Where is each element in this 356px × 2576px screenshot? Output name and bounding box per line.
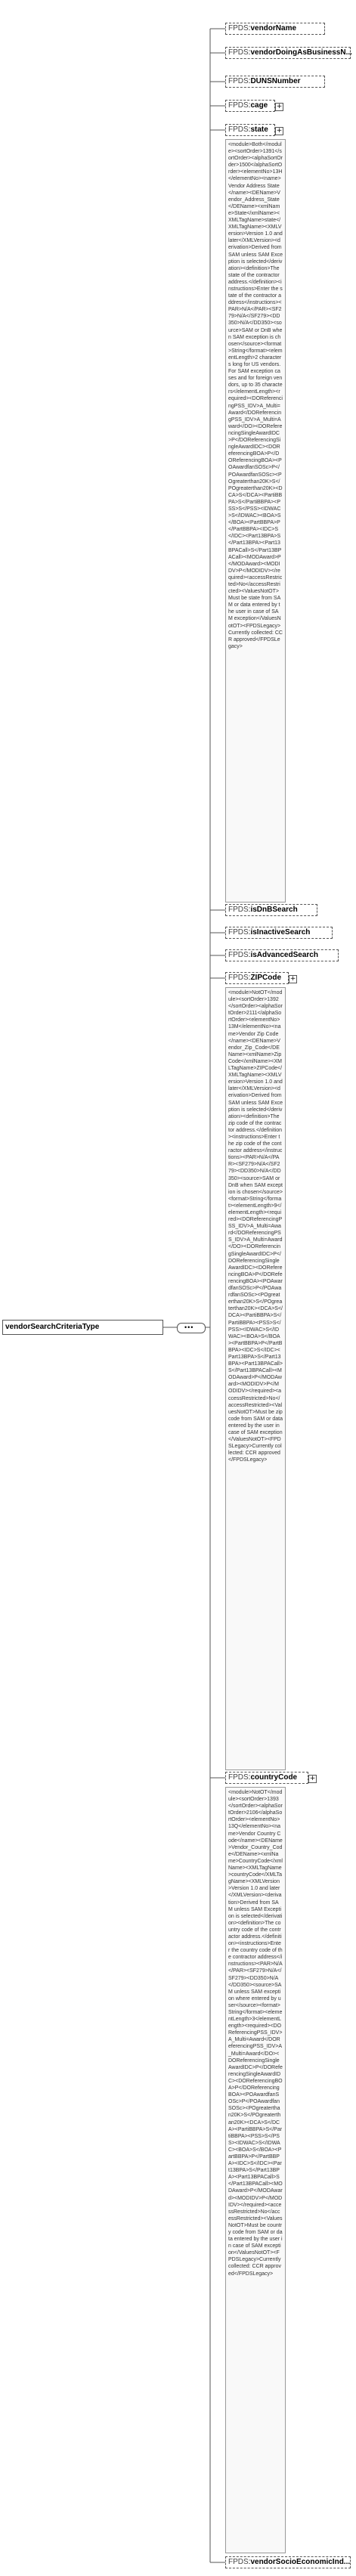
element-isAdvancedSearch[interactable]: FPDS:isAdvancedSearch xyxy=(225,949,339,961)
element-isInactiveSearch[interactable]: FPDS:isInactiveSearch xyxy=(225,927,333,939)
sequence-dots-icon: ••• xyxy=(184,1324,194,1331)
namespace-prefix: FPDS xyxy=(228,906,249,914)
documentation-state: <module>Both</module><sortOrder>1391</sortOrder><alphaSortOrder>1500</alphaSortOrder><elementNo>13H</elementNo><name>Vendor Address State</name><DEName>Vendor_Address_State</DEName><xmlName>State</xmlName><XMLTagName>state</XMLTagName><XMLVersion>Version 1.0 and later</XMLVersion><derivation>Derived from SAM unless SAM Exception is selected</derivation><definition>The state of the contractor address.</definition><instructions>Enter the state of the contractor address</instructions><PAR>N/A</PAR><SF279>N/A</SF279><DD350>N/A</DD350><source>SAM or DnB when SAM exception is chosen</source><format>String</format><elementLength>2 characters long for US vendors. For SAM exception cases and for foreign vendors, up to 35 characters</elementLength><required><DOReferencingPSS_IDV>A_Multi=Award</DOReferencingPSS_IDV>A_Multi=Award</DO><DOReferencingSingleAwardIDC>P</DOReferencingSingleAwardIDC><DOReferencingBOA>P</DOReferencingBOA><POAwardfanSOSc>P</POAwardfanSOSc><POgreaterthan20K>S</POgreaterthan20K><DCA>S</DCA><PartiBBPA>S</PartiBBPA><PSS>S</PSS><IDWAC>S</IDWAC><BOA>S</BOA><PartBBPA>P</PartBBPA><IDC>S</IDC><Part13BPA>S</Part13BPA><Part13BPACall>S</Part13BPACall><MODAward>P</MODAward><MODIDV>P</MODIDV></required><accessRestricted>No</accessRestricted><ValuesNotOT>Must be state from SAM or data entered by the user in case of SAM exception</ValuesNotOT><FPDSLegacy>Currently collected: CCR approved</FPDSLegacy> xyxy=(225,139,286,903)
element-label: countryCode xyxy=(250,1773,298,1782)
element-isDnBSearch[interactable]: FPDS:isDnBSearch xyxy=(225,904,317,916)
element-label: isDnBSearch xyxy=(250,906,298,914)
root-element-label: vendorSearchCriteriaType xyxy=(5,1323,100,1331)
element-countryCode[interactable]: FPDS:countryCode + xyxy=(225,1772,308,1784)
element-label: state xyxy=(250,125,268,134)
namespace-prefix: FPDS xyxy=(228,125,249,134)
namespace-prefix: FPDS xyxy=(228,101,249,110)
namespace-prefix: FPDS xyxy=(228,951,249,959)
element-label: cage xyxy=(250,101,268,110)
element-cage[interactable]: FPDS:cage + xyxy=(225,100,275,112)
documentation-ZIPCode: <module>NotOT</module><sortOrder>1392</sortOrder><alphaSortOrder>2111</alphaSortOrder><elementNo>13M</elementNo><name>Vendor Zip Code</name><DEName>Vendor_Zip_Code</DEName><xmlName>ZipCode</xmlName><XMLTagName>ZIPCode</XMLTagName><XMLVersion>Version 1.0 and later</XMLVersion><derivation>Derived from SAM unless SAM Exception is selected</derivation><definition>The zip code of the contractor address.</definition><instructions>Enter the zip code of the contractor address</instructions><PAR>N/A</PAR><SF279>N/A</SF279><DD350>N/A</DD350><source>SAM or DnB when SAM exception is chosen</source><format>String</format><elementLength>9</elementLength><required><DOReferencingPSS_IDV>A_Multi=Award</DOReferencingPSS_IDV>A_Multi=Award</DO><DOReferencingSingleAwardIDC>P</DOReferencingSingleAwardIDC><DOReferencingBOA>P</DOReferencingBOA><POAwardfanSOSc>P</POAwardfanSOSc><POgreaterthan20K>S</POgreaterthan20K><DCA>S</DCA><PartiBBPA>S</PartiBBPA><PSS>S</PSS><IDWAC>S</IDWAC><BOA>S</BOA><PartBBPA>P</PartBBPA><IDC>S</IDC><Part13BPA>S</Part13BPA><Part13BPACall>S</Part13BPACall><MODAward>P</MODAward><MODIDV>P</MODIDV></required><accessRestricted>No</accessRestricted><ValuesNotOT>Must be zip code from SAM or data entered by the user in case of SAM exception</ValuesNotOT><FPDSLegacy>Currently collected: CCR approved</FPDSLegacy> xyxy=(225,987,286,1770)
element-ZIPCode[interactable]: FPDS:ZIPCode + xyxy=(225,972,289,984)
namespace-prefix: FPDS xyxy=(228,974,249,982)
element-label: vendorName xyxy=(250,24,297,33)
element-state[interactable]: FPDS:state + xyxy=(225,124,275,136)
expand-plus-icon[interactable]: + xyxy=(309,1775,316,1782)
namespace-prefix: FPDS xyxy=(228,48,249,57)
element-label: isAdvancedSearch xyxy=(250,951,318,959)
namespace-prefix: FPDS xyxy=(228,1773,249,1782)
element-DUNSNumber[interactable]: FPDS:DUNSNumber xyxy=(225,76,325,88)
element-label: vendorSocioEconomicInd... xyxy=(250,2558,351,2566)
element-label: ZIPCode xyxy=(250,974,282,982)
namespace-prefix: FPDS xyxy=(228,928,249,937)
element-label: vendorDoingAsBusinessN... xyxy=(250,48,352,57)
expand-plus-icon[interactable]: + xyxy=(276,127,283,135)
namespace-prefix: FPDS xyxy=(228,2558,249,2566)
expand-plus-icon[interactable]: + xyxy=(276,103,283,110)
expand-plus-icon[interactable]: + xyxy=(289,975,296,983)
namespace-prefix: FPDS xyxy=(228,24,249,33)
element-label: DUNSNumber xyxy=(250,77,301,85)
sequence-compositor xyxy=(177,1323,206,1333)
element-vendorDoingAsBusinessName[interactable]: FPDS:vendorDoingAsBusinessN... xyxy=(225,47,351,59)
namespace-prefix: FPDS xyxy=(228,77,249,85)
element-label: isInactiveSearch xyxy=(250,928,311,937)
element-vendorSocioEconomicIndicators[interactable]: FPDS:vendorSocioEconomicInd... xyxy=(225,2556,351,2568)
element-vendorName[interactable]: FPDS:vendorName xyxy=(225,23,325,35)
documentation-countryCode: <module>NotOT</module><sortOrder>1393</sortOrder><alphaSortOrder>2106</alphaSortOrder><elementNo>13Q</elementNo><name>Vendor Country Code</name><DEName>Vendor_Country_Code</DEName><xmlName>CountryCode</xmlName><XMLTagName>countryCode</XMLTagName><XMLVersion>Version 1.0 and later</XMLVersion><derivation>Derived from SAM unless SAM Exception is selected</derivation><definition>The country code of the contractor address.</definition><instructions>Enter the country code of the contractor address</instructions><PAR>N/A</PAR><SF279>N/A</SF279><DD350>N/A</DD350><source>SAM unless SAM exception where entered by user</source><format>String</format><elementLength>3</elementLength><required><DOReferencingPSS_IDV>A_Multi=Award</DOReferencingPSS_IDV>A_Multi=Award</DO><DOReferencingSingleAwardIDC>P</DOReferencingSingleAwardIDC><DOReferencingBOA>P</DOReferencingBOA><POAwardfanSOSc>P</POAwardfanSOSc><POgreaterthan20K>S</POgreaterthan20K><DCA>S</DCA><PartiBBPA>S</PartiBBPA><PSS>S</PSS><IDWAC>S</IDWAC><BOA>S</BOA><PartBBPA>P</PartBBPA><IDC>S</IDC><Part13BPA>S</Part13BPA><Part13BPACall>S</Part13BPACall><MODAward>P</MODAward><MODIDV>P</MODIDV></required><accessRestricted>No</accessRestricted><ValuesNotOT>Must be country code from SAM or data entered by the user in case of SAM exception</ValuesNotOT><FPDSLegacy>Currently collected: CCR approved</FPDSLegacy> xyxy=(225,1787,286,2553)
root-element-vendorSearchCriteriaType[interactable] xyxy=(2,1320,163,1335)
